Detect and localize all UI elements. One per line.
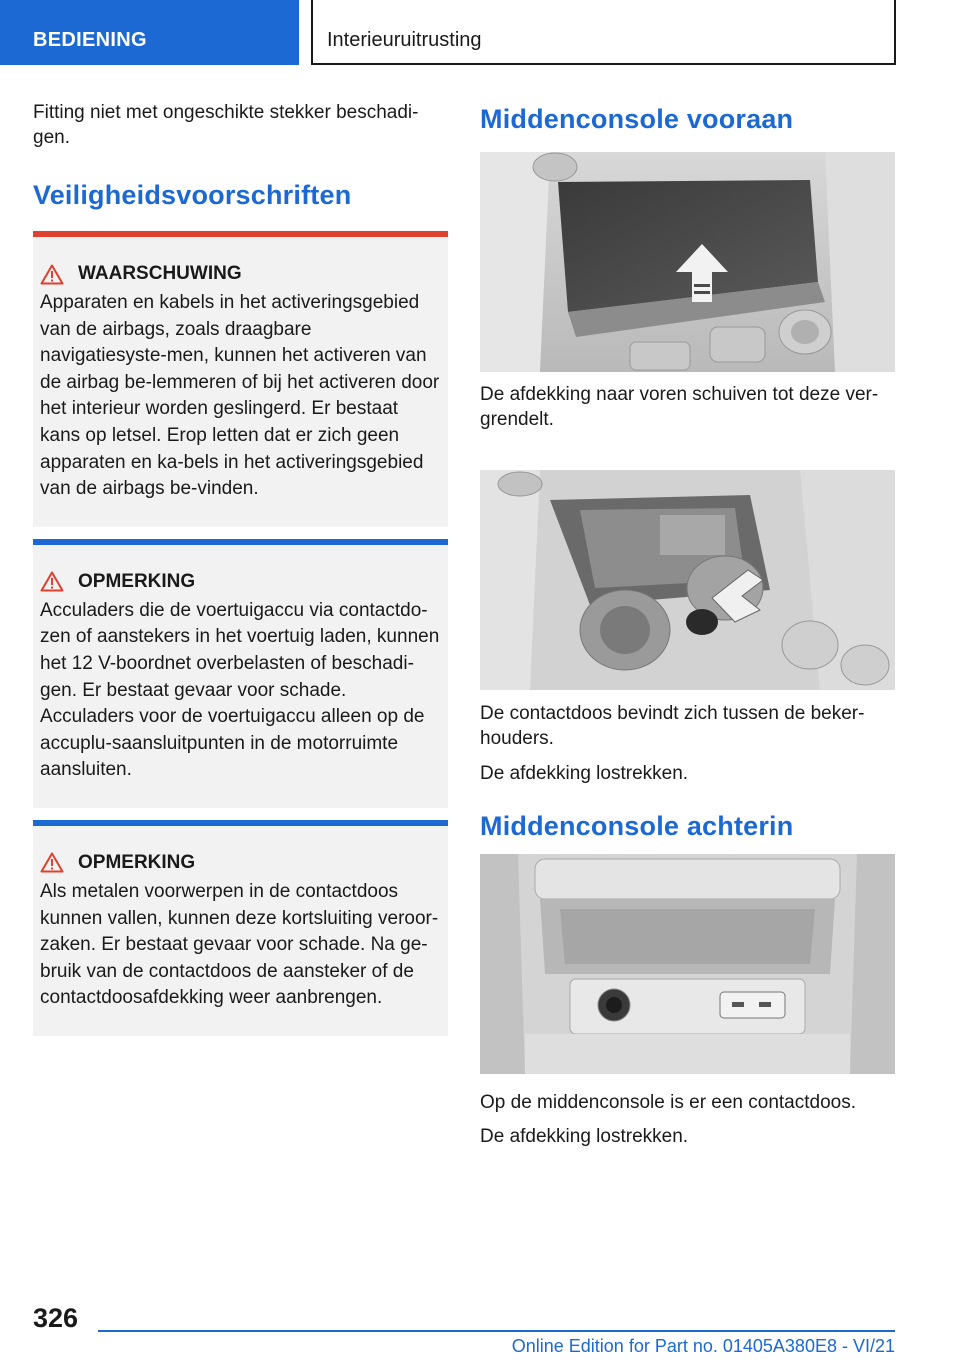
page-number: 326 — [33, 1303, 79, 1333]
caution-triangle-icon — [40, 852, 64, 873]
note-header-2 — [40, 851, 440, 875]
warning-notice — [33, 231, 448, 527]
note-text-2: Als metalen voorwerpen in de contactdoos kunnen vallen, kunnen deze kortsluiting veroor-zaken. Er bestaat gevaar voor schade. Na ge-bruik van de contactdoos de aansteker of de contactdoosafdekking weer aanbrengen. — [40, 880, 439, 1009]
warning-header — [40, 262, 440, 286]
note-title-2: OPMERKING — [78, 851, 196, 873]
footer-divider — [98, 1330, 895, 1332]
left-column — [33, 100, 448, 1036]
front-paragraph-3: De afdekking lostrekken. — [480, 763, 689, 784]
note-notice-2 — [33, 820, 448, 1036]
front-paragraph-1: De afdekking naar voren schuiven tot deze ver-grendelt. — [480, 384, 879, 430]
section-title: Interieuruitrusting — [311, 0, 896, 65]
note-header-1 — [40, 570, 440, 594]
front-socket-image — [480, 470, 895, 690]
intro-paragraph: Fitting niet met ongeschikte stekker beschadi-gen. — [33, 102, 419, 148]
edition-info: Online Edition for Part no. 01405A380E8 - VI/21 — [511, 1336, 895, 1356]
caution-triangle-icon — [40, 571, 64, 592]
warning-title: WAARSCHUWING — [78, 263, 242, 284]
rear-console-heading: Middenconsole achterin — [480, 811, 794, 841]
note-title-1: OPMERKING — [78, 570, 196, 592]
rear-paragraph-1: Op de middenconsole is er een contactdoos. — [480, 1092, 857, 1113]
note-text-1: Acculaders die de voertuigaccu via contactdo-zen of aanstekers in het voertuig laden, kunnen het 12 V-boordnet overbelasten of beschadi-gen. Er bestaat gevaar voor schade. Acculaders voor de voertuigaccu alleen op de accuplu-saansluitpunten in de motorruimte aansluiten. — [40, 599, 440, 781]
rear-paragraph-2: De afdekking lostrekken. — [480, 1126, 689, 1147]
warning-triangle-icon — [40, 264, 64, 285]
front-paragraph-2: De contactdoos bevindt zich tussen de beker-houders. — [480, 703, 865, 749]
rear-console-illustration — [480, 854, 895, 1074]
cupholder-socket-illustration — [480, 470, 895, 690]
rear-socket-image — [480, 854, 895, 1074]
safety-heading: Veiligheidsvoorschriften — [33, 180, 352, 210]
chapter-tab: BEDIENING — [0, 0, 299, 65]
front-console-heading: Middenconsole vooraan — [480, 104, 794, 134]
front-console-cover-image — [480, 152, 895, 372]
warning-text: Apparaten en kabels in het activeringsgebied van de airbags, zoals draagbare navigatiesyste-men, kunnen het activeren van de airbag be-lemmeren of bij het activeren door het interieur worden geslingerd. Er bestaat kans op letsel. Erop letten dat er zich geen apparaten en ka-bels in het activeringsgebied van de airbags be-vinden. — [40, 292, 440, 500]
console-cover-illustration — [480, 152, 895, 372]
note-notice-1 — [33, 539, 448, 808]
right-column — [480, 100, 895, 1149]
